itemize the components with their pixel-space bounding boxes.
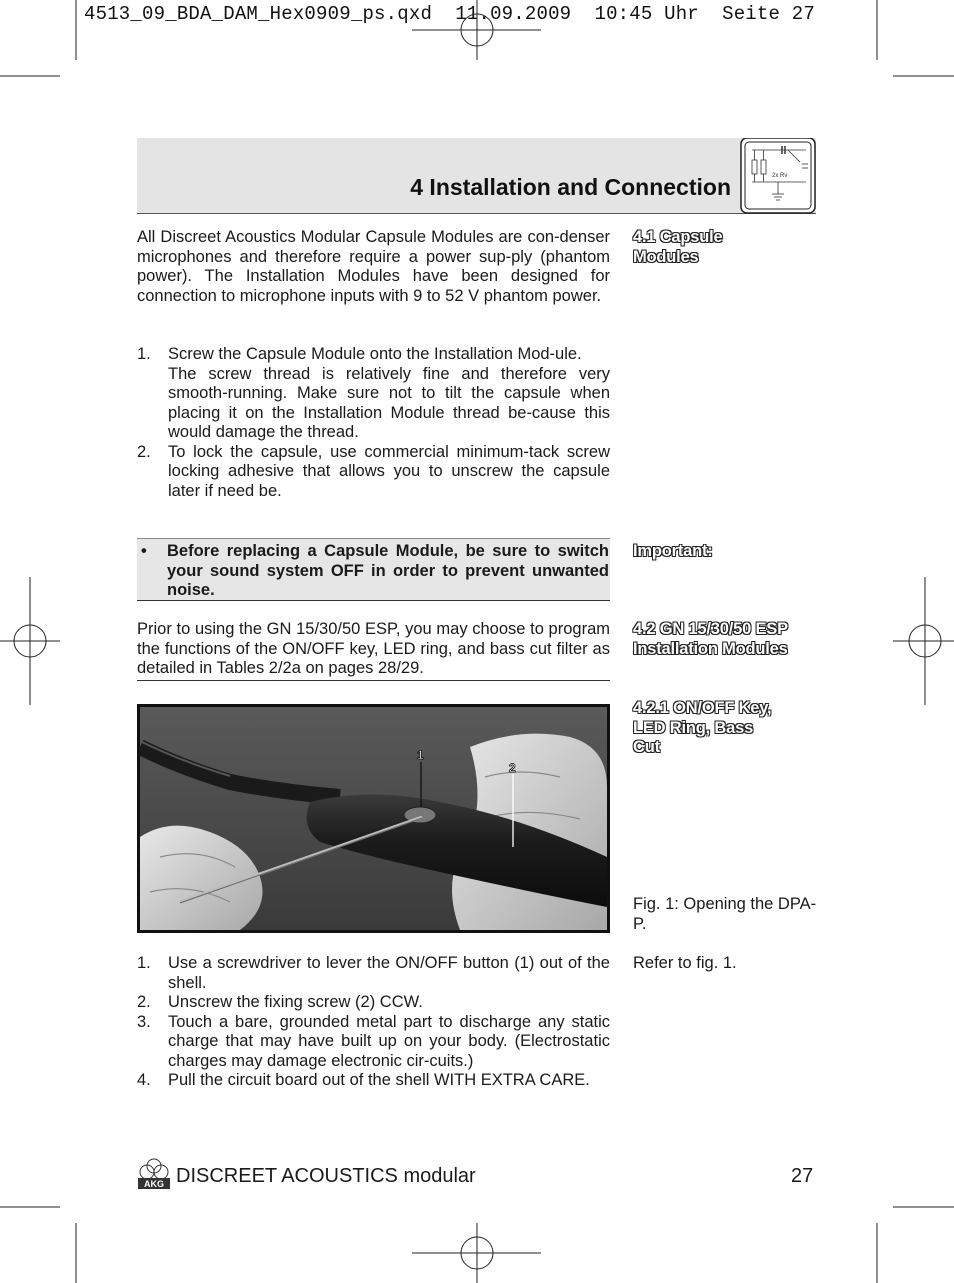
steps-opening-list [137,954,610,1091]
prior-paragraph: Prior to using the GN 15/30/50 ESP, you may choose to program the functions of the ON/OFF key, LED ring, and bass cut filter as detailed in Tables 2/2a on pages 28/29. [137,620,610,681]
page-number: 27 [791,1165,814,1187]
print-slug: 4513_09_BDA_DAM_Hex0909_ps.qxd 11.09.2009 10:45 Uhr Seite 27 [84,3,815,25]
list-item: 2. To lock the capsule, use commercial minimum-tack screw locking adhesive that allows you to unscrew the capsule later if need be. [137,442,610,500]
steps-capsule-list [137,345,610,501]
heading-gn-modules: 4.2 GN 15/30/50 ESP Installation Modules [633,620,788,658]
footer-brand: DISCREET ACOUSTICS modular [176,1165,476,1187]
heading-onoff-key: 4.2.1 ON/OFF Key, LED Ring, Bass Cut [633,699,772,756]
icon-label: 2x Rv [772,173,788,179]
callout-1: 1 [417,748,424,762]
list-item: 2. Unscrew the fixing screw (2) CCW. [137,993,423,1011]
figure-caption: Fig. 1: Opening the DPA-P. [633,895,817,933]
akg-logo-icon [136,1157,172,1191]
chapter-title: 4 Installation and Connection [410,174,731,200]
chapter-header [137,138,816,214]
heading-capsule-modules: 4.1 Capsule Modules [633,228,723,266]
heading-important: Important: [633,542,713,560]
list-item: 1. Screw the Capsule Module onto the Installation Mod-ule. The screw thread is relatively fine and therefore very smooth-running. Make sure not to tilt the capsule when placing it on the Installation Module thread be-cause this would damage the thread. [137,345,610,441]
list-item: 1. Use a screwdriver to lever the ON/OFF button (1) out of the shell. [137,954,610,992]
akg-logo-text: AKG [144,1179,164,1189]
callout-2: 2 [509,761,516,775]
bullet: • [141,542,147,560]
list-item: 3. Touch a bare, grounded metal part to discharge any static charge that may have built up on your body. (Electrostatic charges may damage electronic cir-cuits.) [137,1012,610,1070]
refer-text: Refer to fig. 1. [633,954,737,972]
screwdriver-microphone-image [140,707,607,930]
important-notice [137,538,610,601]
circuit-diagram-icon [740,138,816,214]
intro-paragraph: All Discreet Acoustics Modular Capsule Modules are con-denser microphones and therefore require a power sup-ply (phantom power). The Installation Modules have been designed for connection to microphone inputs with 9 to 52 V phantom power. [137,228,610,305]
figure-photo [137,704,610,933]
important-text: Before replacing a Capsule Module, be sure to switch your sound system OFF in order to prevent unwanted noise. [167,542,609,599]
list-item: 4. Pull the circuit board out of the shell WITH EXTRA CARE. [137,1071,590,1089]
